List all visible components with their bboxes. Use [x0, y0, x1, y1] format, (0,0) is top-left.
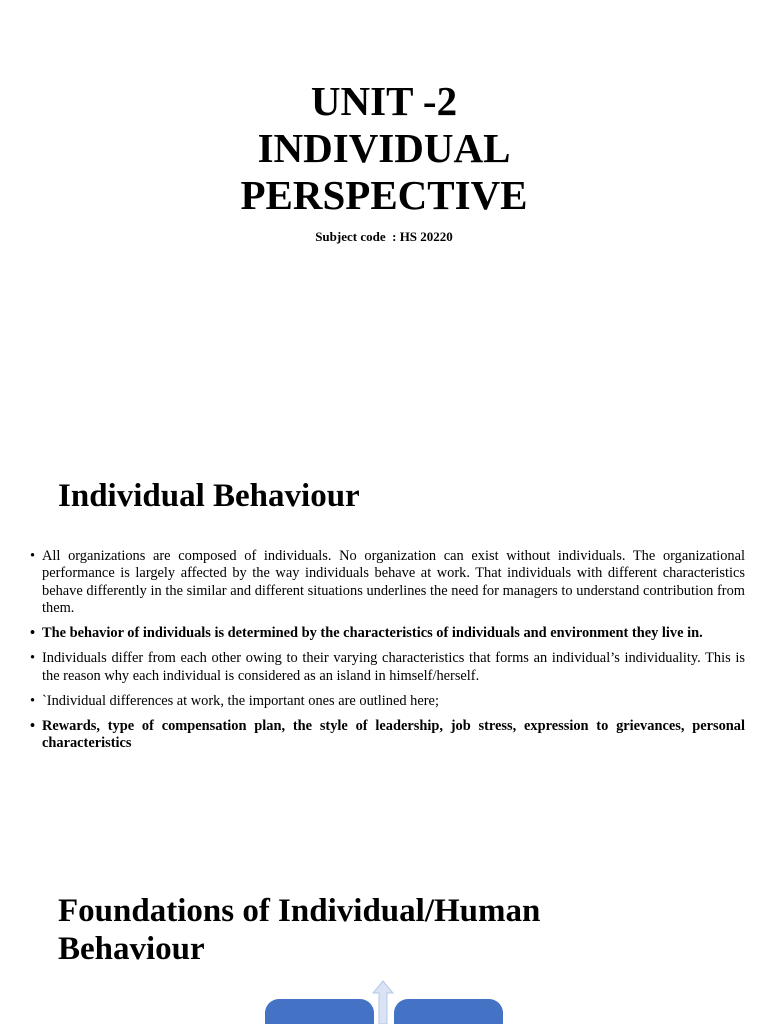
subject-code: Subject code : HS 20220 [315, 229, 453, 244]
slide-heading: Individual Behaviour [58, 478, 360, 514]
unit-title-line-2: INDIVIDUAL [257, 125, 511, 171]
foundations-slide [0, 870, 768, 1024]
foundations-diagram [0, 870, 768, 1024]
diagram-box-right [394, 999, 503, 1024]
bullet-item: • Individuals differ from each other owing to their varying characteristics that forms an individual’s individuality. This is the reason why each individual is considered as an island in himself/herself. [30, 650, 745, 685]
unit-title-line-3: PERSPECTIVE [240, 172, 528, 218]
individual-behaviour-slide [0, 455, 768, 845]
slide-heading-line-1: Foundations of Individual/Human [58, 893, 541, 929]
up-arrow-icon [373, 981, 393, 1024]
title-slide [0, 0, 768, 430]
bullet-list [30, 548, 745, 760]
bullet-item: • `Individual differences at work, the important ones are outlined here; [30, 693, 745, 710]
bullet-item: • Rewards, type of compensation plan, the style of leadership, job stress, expression to grievances, personal characteristics [30, 718, 745, 753]
bullet-item: • The behavior of individuals is determined by the characteristics of individuals and environment they live in. [30, 625, 745, 642]
bullet-item: • All organizations are composed of individuals. No organization can exist without individuals. The organizational performance is largely affected by the way individuals behave at work. That individuals with different characteristics behave differently in the similar and different situations underlines the need for managers to understand contribution from them. [30, 548, 745, 618]
unit-title [0, 78, 768, 219]
unit-title-line-1: UNIT -2 [310, 78, 458, 124]
diagram-box-left [265, 999, 374, 1024]
slide-heading-line-2: Behaviour [58, 931, 205, 967]
